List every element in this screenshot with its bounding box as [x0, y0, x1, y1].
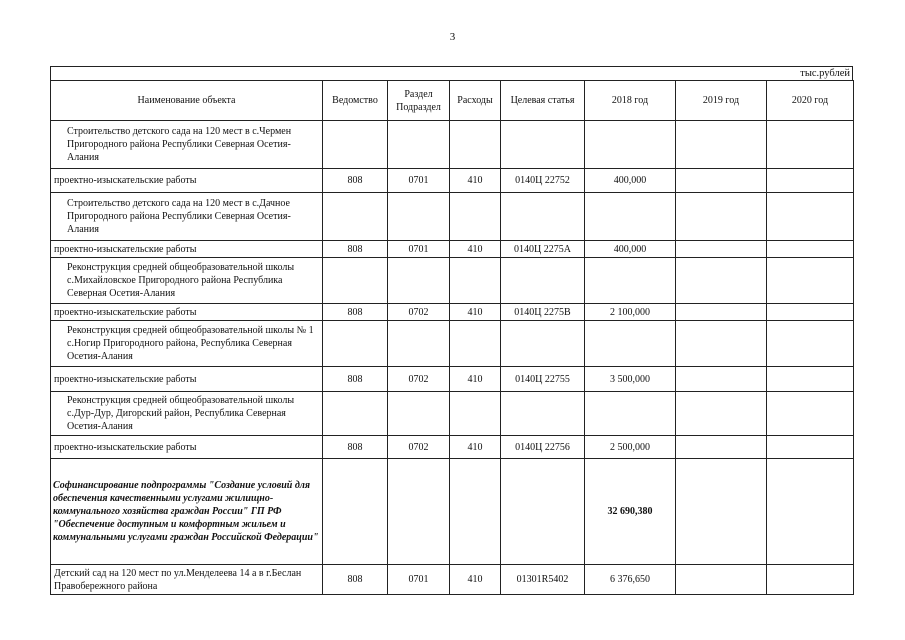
amount-2018-cell: 32 690,380: [585, 459, 676, 565]
column-header-section: Раздел Подраздел: [388, 81, 450, 121]
expense-cell: 410: [450, 241, 501, 258]
target-article-cell: 01301R5402: [501, 565, 585, 595]
object-name-cell: Реконструкция средней общеобразовательной школы с.Михайловское Пригородного района Республика Северная Осетия-Алания: [51, 258, 323, 304]
amount-2018-cell: 400,000: [585, 241, 676, 258]
department-cell: 808: [323, 436, 388, 459]
target-article-cell: [501, 258, 585, 304]
department-cell: 808: [323, 169, 388, 193]
amount-2019-cell: [676, 436, 767, 459]
amount-2020-cell: [767, 258, 854, 304]
department-cell: [323, 258, 388, 304]
table-row: [51, 193, 854, 241]
section-cell: [388, 258, 450, 304]
target-article-cell: [501, 121, 585, 169]
amount-2018-cell: [585, 321, 676, 367]
amount-2018-cell: [585, 193, 676, 241]
amount-2020-cell: [767, 565, 854, 595]
unit-label: тыс.рублей: [50, 66, 853, 80]
amount-2020-cell: [767, 169, 854, 193]
section-cell: [388, 321, 450, 367]
table-row: [51, 367, 854, 392]
object-name-cell: проектно-изыскательские работы: [51, 436, 323, 459]
amount-2018-cell: [585, 392, 676, 436]
object-name-cell: проектно-изыскательские работы: [51, 367, 323, 392]
amount-2019-cell: [676, 304, 767, 321]
object-name-cell: Строительство детского сада на 120 мест в с.Чермен Пригородного района Республики Северная Осетия-Алания: [51, 121, 323, 169]
expense-cell: [450, 258, 501, 304]
department-cell: [323, 392, 388, 436]
department-cell: 808: [323, 304, 388, 321]
amount-2018-cell: 3 500,000: [585, 367, 676, 392]
column-header-2019: 2019 год: [676, 81, 767, 121]
department-cell: 808: [323, 241, 388, 258]
column-header-expenses: Расходы: [450, 81, 501, 121]
column-header-target-article: Целевая статья: [501, 81, 585, 121]
budget-table: [50, 80, 854, 595]
table-row: [51, 459, 854, 565]
column-header-2020: 2020 год: [767, 81, 854, 121]
amount-2019-cell: [676, 459, 767, 565]
amount-2019-cell: [676, 193, 767, 241]
target-article-cell: [501, 321, 585, 367]
target-article-cell: [501, 193, 585, 241]
object-name-cell: проектно-изыскательские работы: [51, 304, 323, 321]
section-cell: 0702: [388, 367, 450, 392]
section-cell: [388, 459, 450, 565]
table-row: [51, 241, 854, 258]
section-cell: 0702: [388, 436, 450, 459]
target-article-cell: 0140Ц 2275А: [501, 241, 585, 258]
column-header-object-name: Наименование объекта: [51, 81, 323, 121]
department-cell: 808: [323, 367, 388, 392]
amount-2018-cell: 6 376,650: [585, 565, 676, 595]
amount-2018-cell: 2 500,000: [585, 436, 676, 459]
section-cell: [388, 392, 450, 436]
table-row: [51, 258, 854, 304]
department-cell: [323, 321, 388, 367]
amount-2018-cell: 2 100,000: [585, 304, 676, 321]
amount-2019-cell: [676, 392, 767, 436]
target-article-cell: 0140Ц 22752: [501, 169, 585, 193]
target-article-cell: 0140Ц 22756: [501, 436, 585, 459]
column-header-2018: 2018 год: [585, 81, 676, 121]
section-cell: 0702: [388, 304, 450, 321]
expense-cell: [450, 392, 501, 436]
section-cell: 0701: [388, 565, 450, 595]
table-row: [51, 121, 854, 169]
amount-2019-cell: [676, 321, 767, 367]
table-header-row: [51, 81, 854, 121]
table-row: [51, 436, 854, 459]
expense-cell: [450, 321, 501, 367]
expense-cell: 410: [450, 565, 501, 595]
object-name-cell: Реконструкция средней общеобразовательной школы с.Дур-Дур, Дигорский район, Республика Северная Осетия-Алания: [51, 392, 323, 436]
table-row: [51, 392, 854, 436]
department-cell: [323, 459, 388, 565]
expense-cell: 410: [450, 304, 501, 321]
table-row: [51, 565, 854, 595]
table-row: [51, 169, 854, 193]
section-cell: 0701: [388, 241, 450, 258]
department-cell: [323, 193, 388, 241]
expense-cell: [450, 459, 501, 565]
object-name-cell: Реконструкция средней общеобразовательной школы № 1 с.Ногир Пригородного района, Республика Северная Осетия-Алания: [51, 321, 323, 367]
column-header-department: Ведомство: [323, 81, 388, 121]
expense-cell: 410: [450, 367, 501, 392]
amount-2018-cell: [585, 121, 676, 169]
object-name-cell: проектно-изыскательские работы: [51, 241, 323, 258]
object-name-cell: Софинансирование подпрограммы "Создание условий для обеспечения качественными услугами жилищно-коммунального хозяйства граждан России" ГП РФ "Обеспечение доступным и комфортным жильем и коммунальными услугами граждан Российской Федерации": [51, 459, 323, 565]
amount-2019-cell: [676, 169, 767, 193]
object-name-cell: проектно-изыскательские работы: [51, 169, 323, 193]
section-cell: [388, 121, 450, 169]
target-article-cell: [501, 392, 585, 436]
amount-2020-cell: [767, 367, 854, 392]
amount-2020-cell: [767, 121, 854, 169]
department-cell: [323, 121, 388, 169]
amount-2018-cell: [585, 258, 676, 304]
target-article-cell: 0140Ц 2275В: [501, 304, 585, 321]
table-row: [51, 321, 854, 367]
amount-2019-cell: [676, 121, 767, 169]
amount-2020-cell: [767, 459, 854, 565]
target-article-cell: 0140Ц 22755: [501, 367, 585, 392]
amount-2020-cell: [767, 436, 854, 459]
amount-2018-cell: 400,000: [585, 169, 676, 193]
expense-cell: [450, 193, 501, 241]
amount-2019-cell: [676, 258, 767, 304]
expense-cell: 410: [450, 436, 501, 459]
amount-2020-cell: [767, 304, 854, 321]
amount-2019-cell: [676, 367, 767, 392]
object-name-cell: Детский сад на 120 мест по ул.Менделеева 14 а в г.Беслан Правобережного района: [51, 565, 323, 595]
expense-cell: 410: [450, 169, 501, 193]
object-name-cell: Строительство детского сада на 120 мест в с.Дачное Пригородного района Республики Северная Осетия-Алания: [51, 193, 323, 241]
amount-2019-cell: [676, 565, 767, 595]
amount-2020-cell: [767, 392, 854, 436]
amount-2020-cell: [767, 321, 854, 367]
table-row: [51, 304, 854, 321]
amount-2020-cell: [767, 241, 854, 258]
page-number: 3: [449, 31, 456, 43]
section-cell: [388, 193, 450, 241]
department-cell: 808: [323, 565, 388, 595]
section-cell: 0701: [388, 169, 450, 193]
amount-2020-cell: [767, 193, 854, 241]
expense-cell: [450, 121, 501, 169]
amount-2019-cell: [676, 241, 767, 258]
target-article-cell: [501, 459, 585, 565]
